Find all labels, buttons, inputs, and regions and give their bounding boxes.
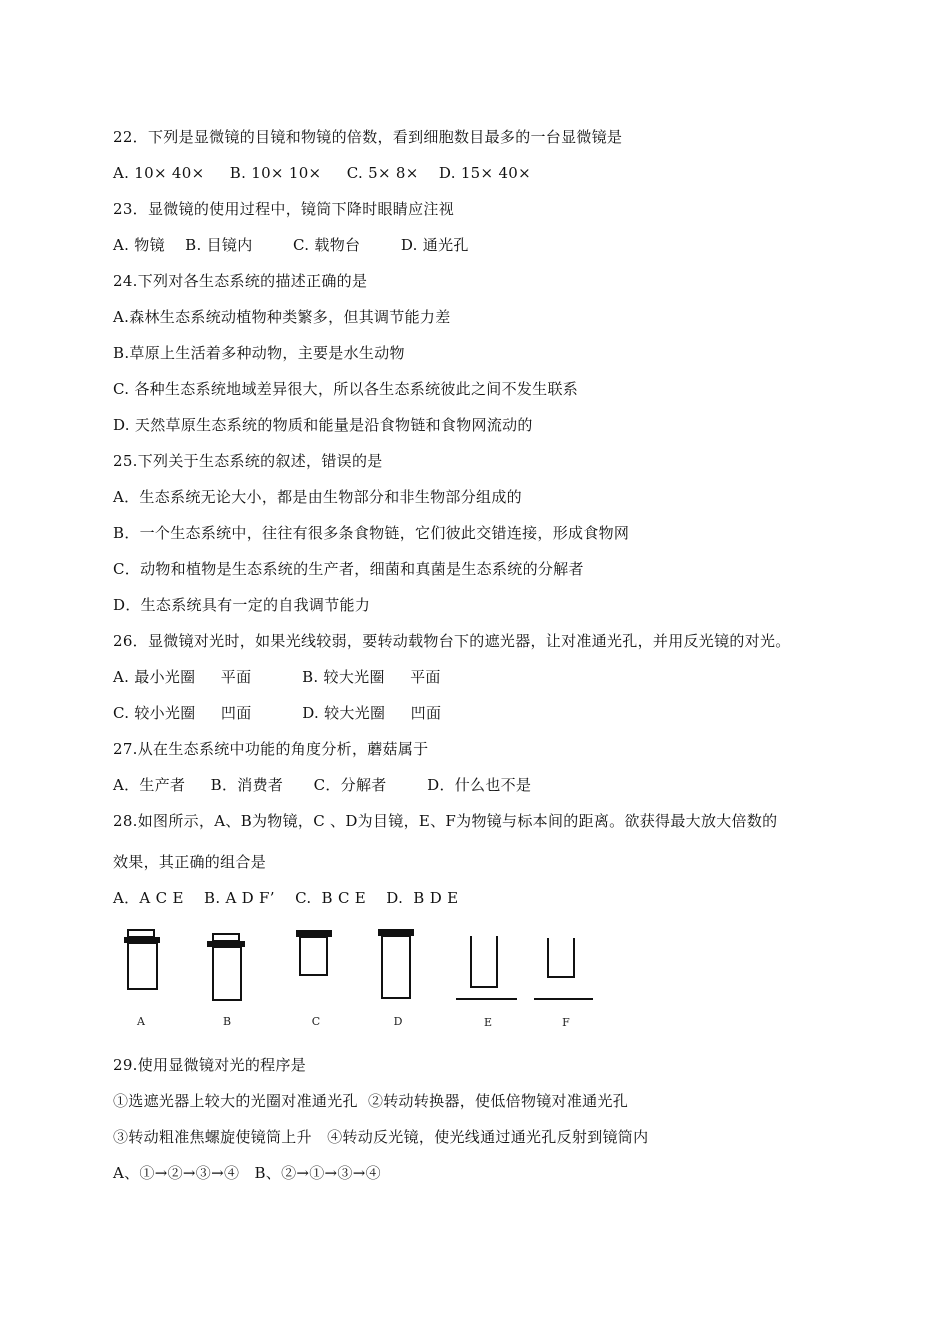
question-25-option-d: D．生态系统具有一定的自我调节能力: [113, 596, 371, 614]
question-28-stem-continued: 效果，其正确的组合是: [113, 853, 267, 871]
question-28-options: A．A C E B. A D F’ C. B C E D. B D E: [113, 889, 459, 907]
question-23-stem: 23．显微镜的使用过程中，镜筒下降时眼睛应注视: [113, 200, 454, 218]
question-23-options: A. 物镜 B. 目镜内 C. 载物台 D. 通光孔: [113, 236, 469, 254]
label-b: B: [222, 1015, 232, 1028]
distance-f: [534, 938, 593, 999]
lens-d: [378, 929, 414, 998]
question-25-option-b: B．一个生态系统中，往往有很多条食物链，它们彼此交错连接，形成食物网: [113, 524, 630, 542]
question-25-stem: 25.下列关于生态系统的叙述，错误的是: [113, 452, 383, 470]
question-27-stem: 27.从在生态系统中功能的角度分析，蘑菇属于: [113, 740, 429, 758]
lens-a: [124, 930, 160, 989]
question-25-option-c: C．动物和植物是生态系统的生产者，细菌和真菌是生态系统的分解者: [113, 560, 584, 578]
question-24-option-a: A.森林生态系统动植物种类繁多，但其调节能力差: [113, 308, 451, 326]
question-29-stem: 29.使用显微镜对光的程序是: [113, 1056, 307, 1074]
distance-e: [456, 936, 517, 999]
question-27-options: A．生产者 B．消费者 C．分解者 D．什么也不是: [113, 776, 532, 794]
question-22-stem: 22．下列是显微镜的目镜和物镜的倍数，看到细胞数目最多的一台显微镜是: [113, 128, 623, 146]
label-c: C: [311, 1015, 321, 1028]
lens-diagram: [110, 918, 630, 1038]
lens-c: [296, 930, 332, 975]
question-25-option-a: A．生态系统无论大小，都是由生物部分和非生物部分组成的: [113, 488, 522, 506]
question-26-stem: 26．显微镜对光时，如果光线较弱，要转动载物台下的遮光器，让对准通光孔，并用反光镜的对光。: [113, 632, 791, 650]
label-d: D: [393, 1015, 403, 1028]
label-e: E: [483, 1016, 493, 1029]
question-29-options: A、①→②→③→④ B、②→①→③→④: [113, 1164, 381, 1182]
question-24-option-d: D. 天然草原生态系统的物质和能量是沿食物链和食物网流动的: [113, 416, 533, 434]
question-29-step-1-2: ①选遮光器上较大的光圈对准通光孔 ②转动转换器，使低倍物镜对准通光孔: [113, 1092, 629, 1110]
question-24-stem: 24.下列对各生态系统的描述正确的是: [113, 272, 368, 290]
question-26-options-cd: C. 较小光圈 凹面 D. 较大光圈 凹面: [113, 704, 442, 722]
question-26-options-ab: A. 最小光圈 平面 B. 较大光圈 平面: [113, 668, 441, 686]
question-29-step-3-4: ③转动粗准焦螺旋使镜筒上升 ④转动反光镜，使光线通过通光孔反射到镜筒内: [113, 1128, 649, 1146]
question-24-option-c: C. 各种生态系统地域差异很大，所以各生态系统彼此之间不发生联系: [113, 380, 579, 398]
question-28-stem: 28.如图所示，A、B为物镜，C 、D为目镜，E、F为物镜与标本间的距离。欲获得最大放大倍数的: [113, 812, 778, 830]
microscope-lens-figure: [110, 918, 630, 1038]
question-24-option-b: B.草原上生活着多种动物，主要是水生动物: [113, 344, 405, 362]
label-a: A: [137, 1015, 145, 1028]
question-22-options: A. 10× 40× B. 10× 10× C. 5× 8× D. 15× 40×: [113, 164, 532, 182]
label-f: F: [562, 1016, 570, 1029]
lens-b: [207, 934, 245, 1000]
